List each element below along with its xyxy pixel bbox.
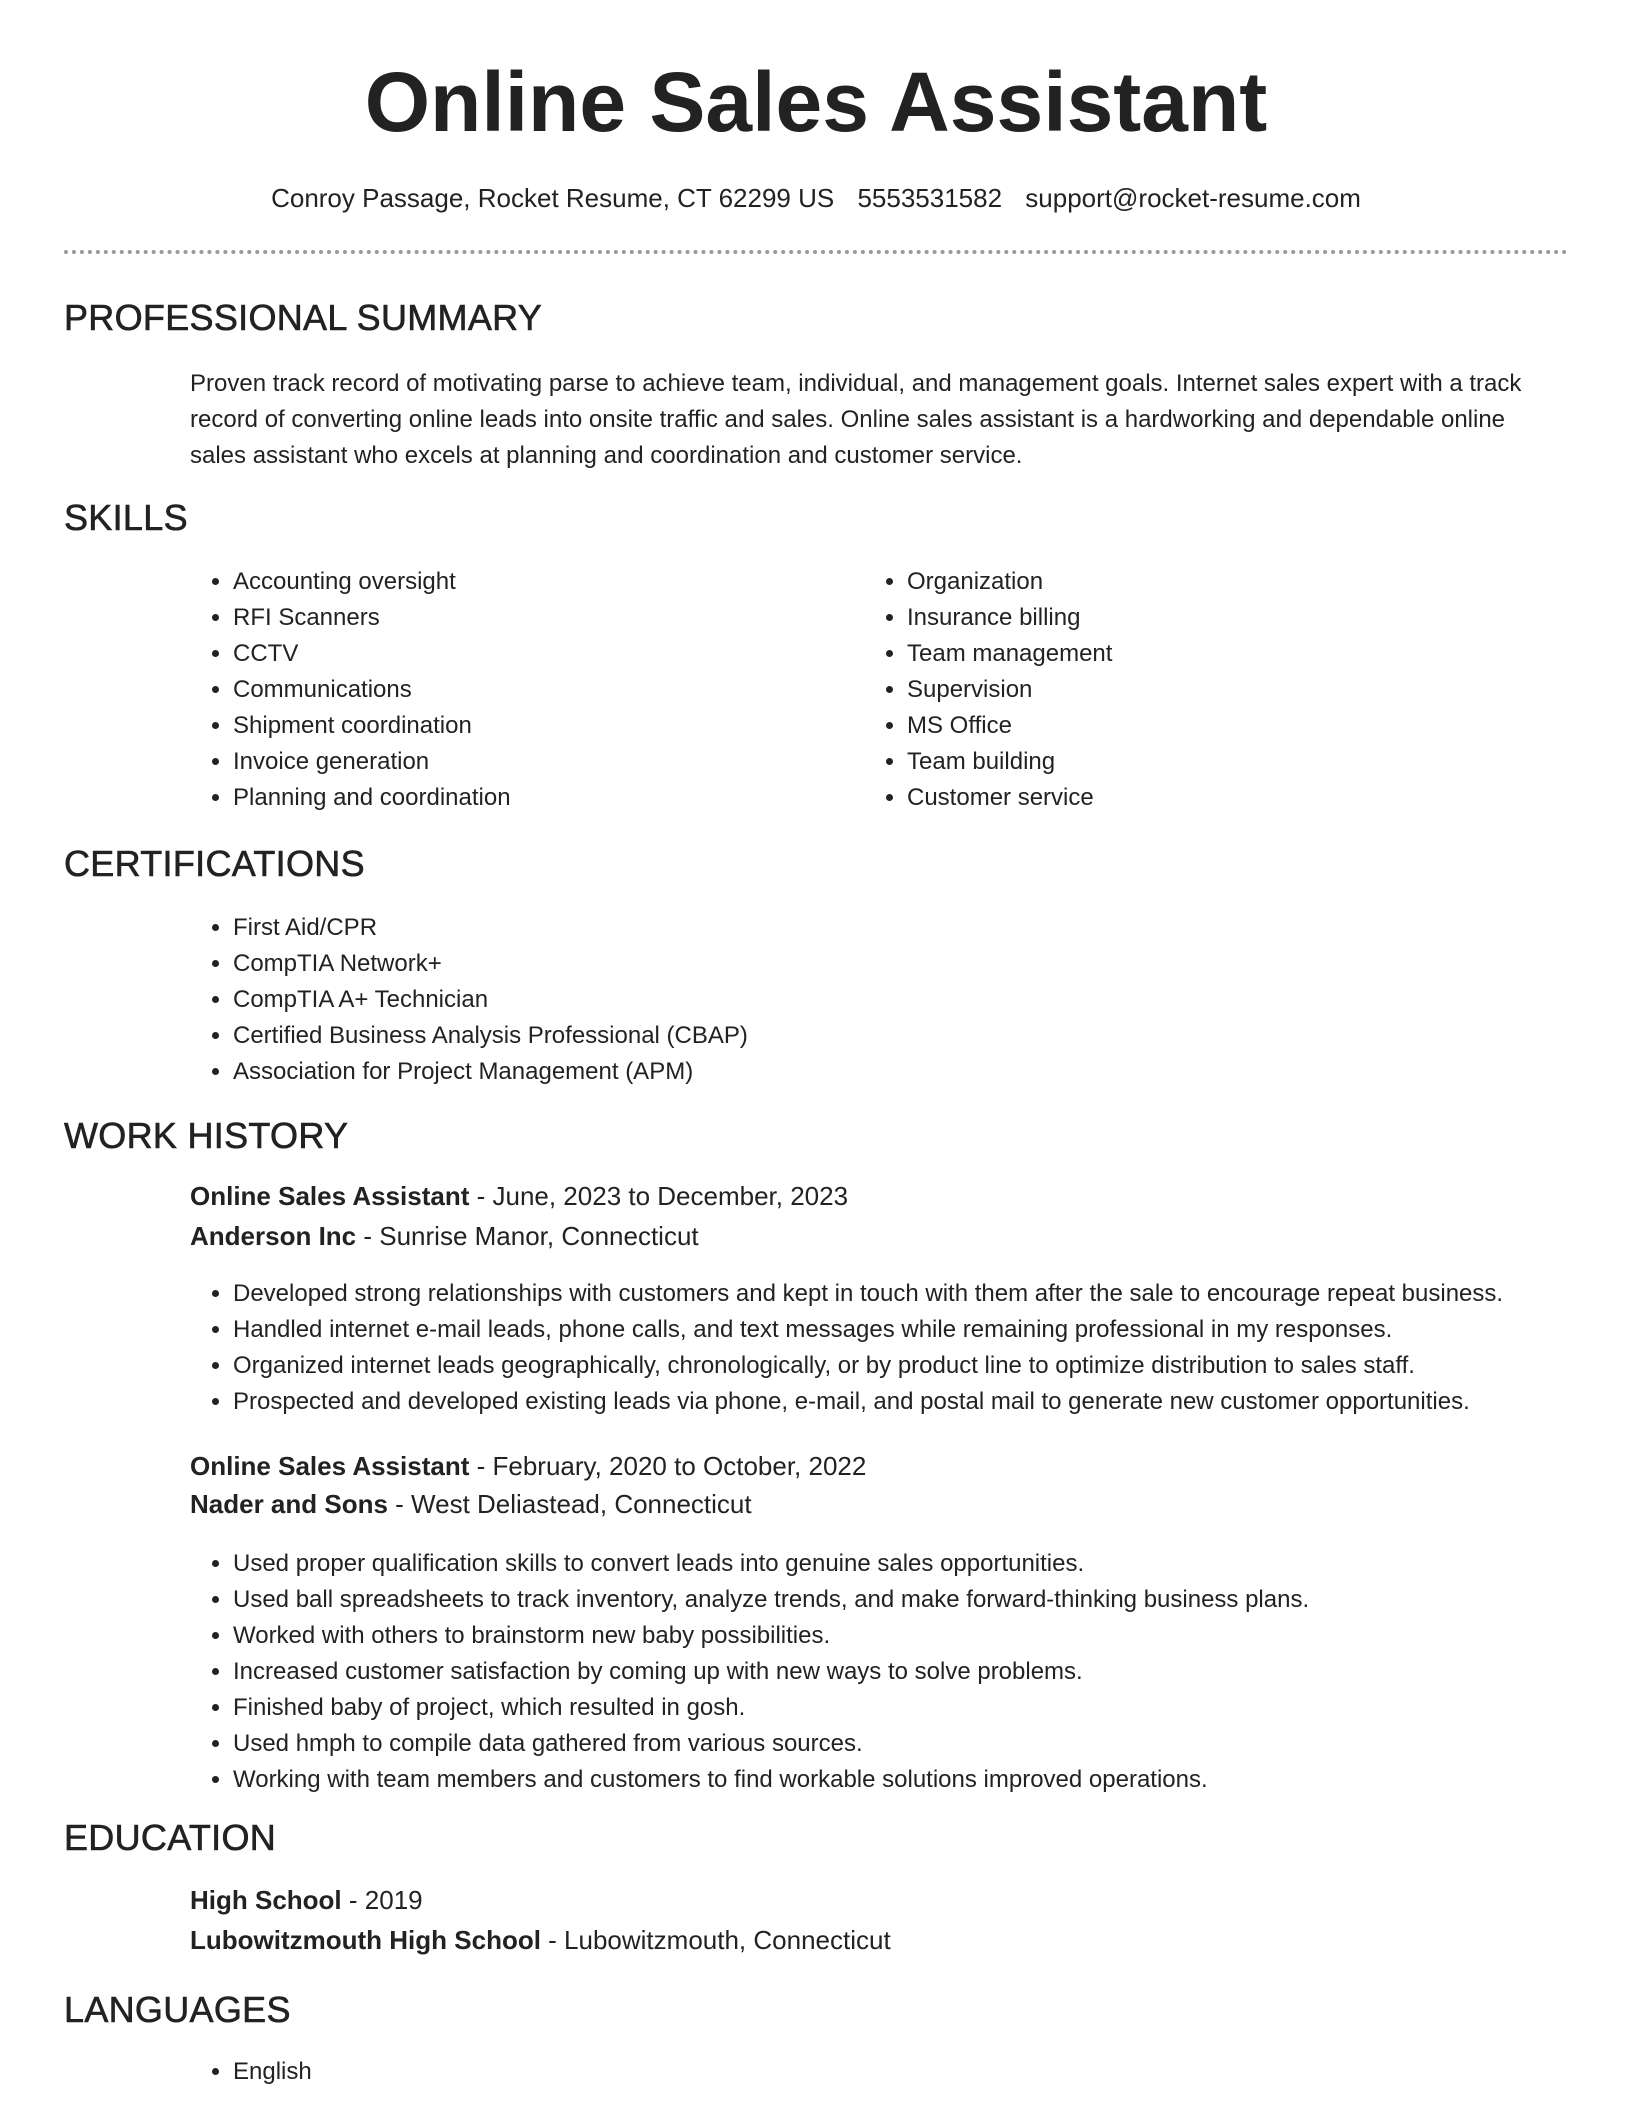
job-location: - West Deliastead, Connecticut: [387, 1489, 752, 1519]
skill-item: • Team management: [907, 636, 1507, 672]
job-bullet: • Increased customer satisfaction by coming up with new ways to solve problems.: [233, 1654, 1632, 1690]
job-bullets: [190, 1546, 1632, 1798]
job-title-line: [190, 1178, 848, 1214]
job-bullet: • Prospected and developed existing leads via phone, e-mail, and postal mail to generate new customer opportunities.: [233, 1384, 1632, 1420]
certification-item: • First Aid/CPR: [233, 910, 1533, 946]
job-location: - Sunrise Manor, Connecticut: [356, 1221, 699, 1251]
job-bullets: [190, 1276, 1632, 1420]
job-bullet: • Developed strong relationships with customers and kept in touch with them after the sale to encourage repeat business.: [233, 1276, 1632, 1312]
certification-item: • Certified Business Analysis Professional (CBAP): [233, 1018, 1533, 1054]
job-bullet: • Worked with others to brainstorm new baby possibilities.: [233, 1618, 1632, 1654]
languages-heading: LANGUAGES: [64, 1989, 291, 2030]
summary-heading: PROFESSIONAL SUMMARY: [64, 297, 543, 338]
contact-line: [0, 180, 1632, 216]
job-bullet: • Finished baby of project, which resulted in gosh.: [233, 1690, 1632, 1726]
resume-name: Online Sales Assistant: [364, 55, 1268, 149]
skill-item: • Organization: [907, 564, 1507, 600]
job-role: Online Sales Assistant: [190, 1181, 470, 1211]
skill-item: • Insurance billing: [907, 600, 1507, 636]
education-location: - Lubowitzmouth, Connecticut: [540, 1925, 891, 1955]
skills-list-left: [190, 564, 833, 816]
summary-text: Proven track record of motivating parse to achieve team, individual, and management goals. Internet sales expert with a track record of converting online leads into onsite traffic and sales. Online sales assistant is a hardworking and dependable online sales assistant who excels at planning and coordination and customer service.: [190, 370, 1522, 469]
contact-email: support@rocket-resume.com: [1025, 183, 1361, 213]
job-bullet: • Used hmph to compile data gathered from various sources.: [233, 1726, 1632, 1762]
job-bullet: • Handled internet e-mail leads, phone calls, and text messages while remaining professional in my responses.: [233, 1312, 1632, 1348]
education-year: - 2019: [341, 1885, 423, 1915]
skills-heading: SKILLS: [64, 497, 188, 538]
job-company-line: [190, 1486, 752, 1522]
education-degree-line: [190, 1882, 423, 1918]
job-dates: - June, 2023 to December, 2023: [469, 1181, 849, 1211]
job-company-line: [190, 1218, 699, 1254]
job-company: Anderson Inc: [190, 1221, 357, 1251]
certification-item: • CompTIA Network+: [233, 946, 1533, 982]
job-bullet: • Organized internet leads geographically, chronologically, or by product line to optimize distribution to sales staff.: [233, 1348, 1632, 1384]
language-item: • English: [233, 2054, 833, 2090]
certification-item: • Association for Project Management (APM): [233, 1054, 1533, 1090]
job-dates: - February, 2020 to October, 2022: [469, 1451, 867, 1481]
certifications-list: [190, 910, 1533, 1090]
job-title-line: [190, 1448, 866, 1484]
skill-item: • Communications: [233, 672, 833, 708]
skill-item: • Invoice generation: [233, 744, 833, 780]
skill-item: • Planning and coordination: [233, 780, 833, 816]
job-role: Online Sales Assistant: [190, 1451, 470, 1481]
skill-item: • Team building: [907, 744, 1507, 780]
job-bullet: • Used proper qualification skills to convert leads into genuine sales opportunities.: [233, 1546, 1632, 1582]
skill-item: • CCTV: [233, 636, 833, 672]
education-school: Lubowitzmouth High School: [190, 1925, 541, 1955]
skill-item: • Supervision: [907, 672, 1507, 708]
skill-item: • RFI Scanners: [233, 600, 833, 636]
skill-item: • Shipment coordination: [233, 708, 833, 744]
skill-item: • Customer service: [907, 780, 1507, 816]
job-company: Nader and Sons: [190, 1489, 388, 1519]
languages-list: [190, 2054, 833, 2090]
job-bullet: • Used ball spreadsheets to track inventory, analyze trends, and make forward-thinking business plans.: [233, 1582, 1632, 1618]
skill-item: • MS Office: [907, 708, 1507, 744]
certifications-heading: CERTIFICATIONS: [64, 843, 365, 884]
education-heading: EDUCATION: [64, 1817, 277, 1858]
certification-item: • CompTIA A+ Technician: [233, 982, 1533, 1018]
header-divider: [64, 250, 1568, 254]
education-school-line: [190, 1922, 891, 1958]
job-bullet: • Working with team members and customers to find workable solutions improved operations.: [233, 1762, 1632, 1798]
contact-phone: 5553531582: [857, 183, 1003, 213]
skill-item: • Accounting oversight: [233, 564, 833, 600]
contact-address: Conroy Passage, Rocket Resume, CT 62299 US: [271, 183, 835, 213]
work-history-heading: WORK HISTORY: [64, 1115, 349, 1156]
education-degree: High School: [190, 1885, 342, 1915]
skills-list-right: [864, 564, 1507, 816]
